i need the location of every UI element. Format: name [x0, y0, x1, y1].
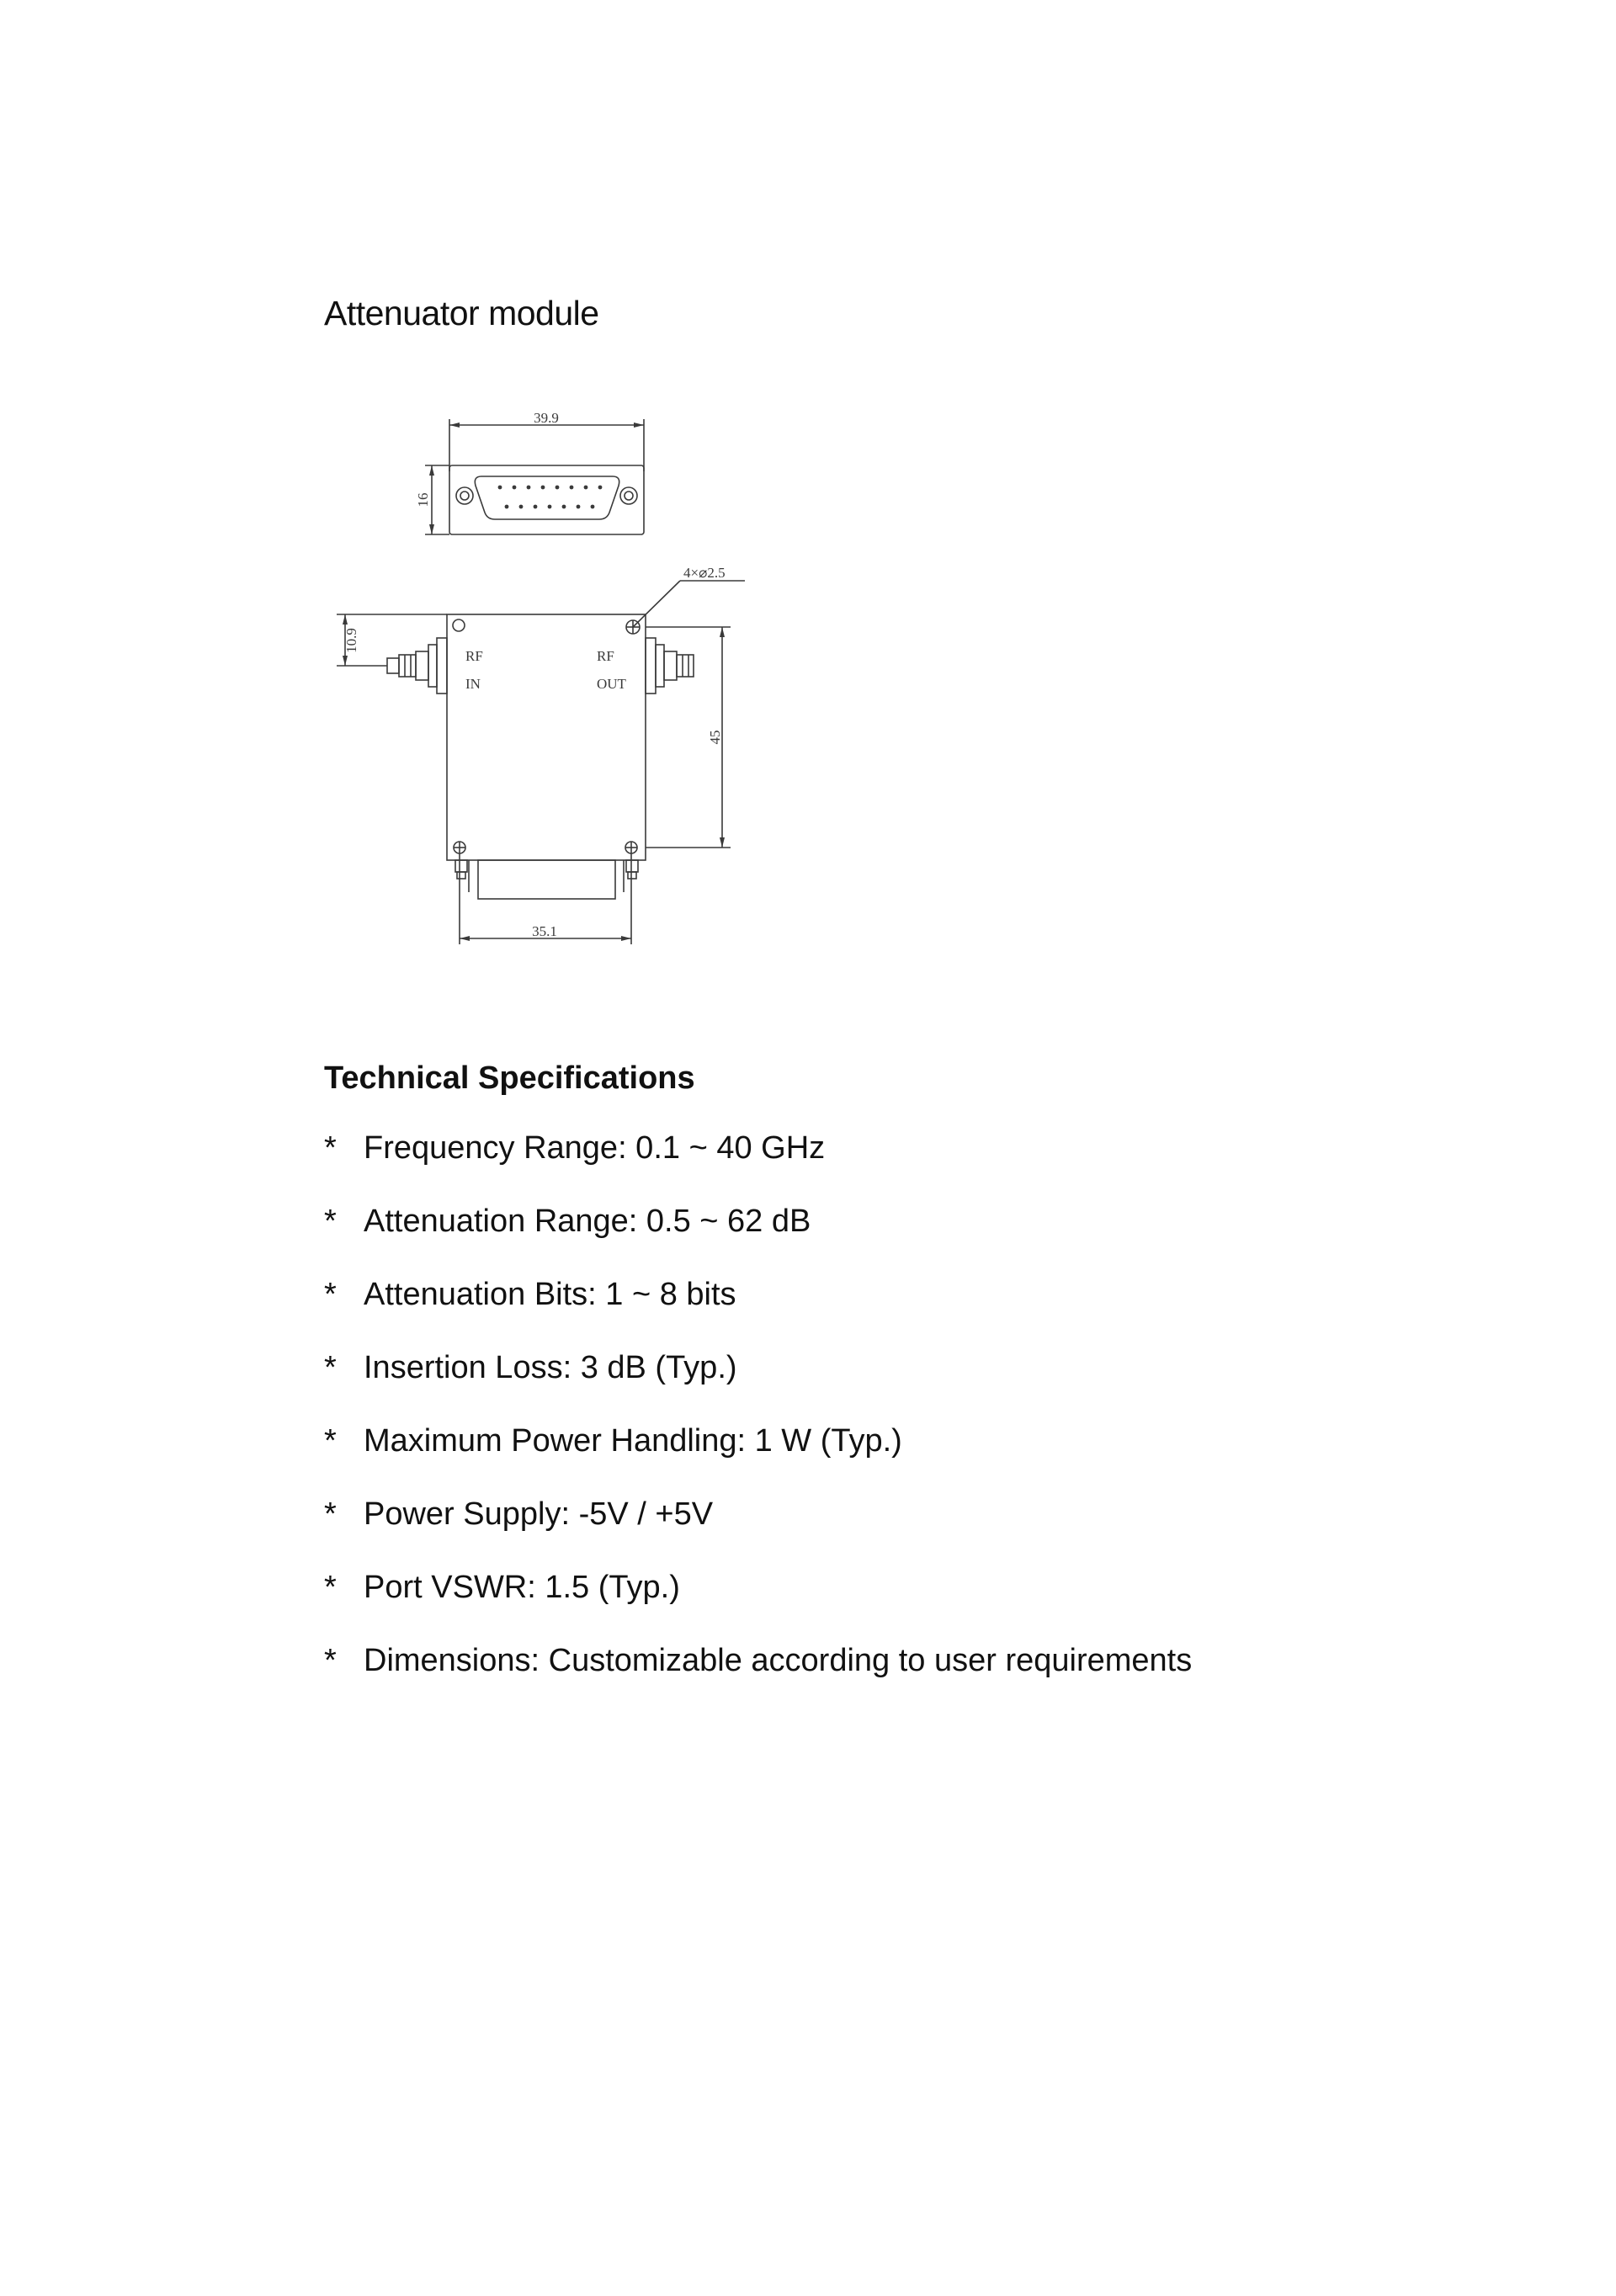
bullet: * — [324, 1130, 337, 1166]
spec-attenuation-range: Attenuation Range: 0.5 ~ 62 dB — [364, 1204, 811, 1239]
spec-heading: Technical Specifications — [324, 1060, 695, 1096]
spec-dimensions: Dimensions: Customizable according to user requirements — [364, 1643, 1193, 1678]
bullet: * — [324, 1277, 337, 1312]
dim-width-bottom: 35.1 — [532, 923, 557, 939]
spec-insertion-loss: Insertion Loss: 3 dB (Typ.) — [364, 1350, 737, 1385]
spec-power-handling: Maximum Power Handling: 1 W (Typ.) — [364, 1423, 902, 1459]
bullet: * — [324, 1496, 337, 1532]
dsub-pins — [498, 486, 603, 509]
bullet: * — [324, 1423, 337, 1459]
label-rf-in-line1: RF — [465, 648, 483, 664]
dim-width-top: 39.9 — [534, 410, 559, 426]
spec-port-vswr: Port VSWR: 1.5 (Typ.) — [364, 1570, 680, 1605]
mechanical-drawing — [311, 396, 766, 959]
dim-height-side: 45 — [707, 730, 723, 745]
dim-offset-left: 10.9 — [343, 628, 359, 653]
page-title: Attenuator module — [324, 294, 599, 332]
dim-height-top: 16 — [415, 492, 431, 508]
bullet: * — [324, 1643, 337, 1678]
bullet: * — [324, 1204, 337, 1239]
bullet: * — [324, 1350, 337, 1385]
spec-power-supply: Power Supply: -5V / +5V — [364, 1496, 714, 1532]
spec-frequency-range: Frequency Range: 0.1 ~ 40 GHz — [364, 1130, 826, 1166]
spec-attenuation-bits: Attenuation Bits: 1 ~ 8 bits — [364, 1277, 736, 1312]
dim-hole-note: 4×⌀2.5 — [683, 565, 726, 581]
label-rf-out-line2: OUT — [597, 676, 626, 692]
label-rf-in-line2: IN — [465, 676, 481, 692]
label-rf-out-line1: RF — [597, 648, 614, 664]
bullet: * — [324, 1570, 337, 1605]
